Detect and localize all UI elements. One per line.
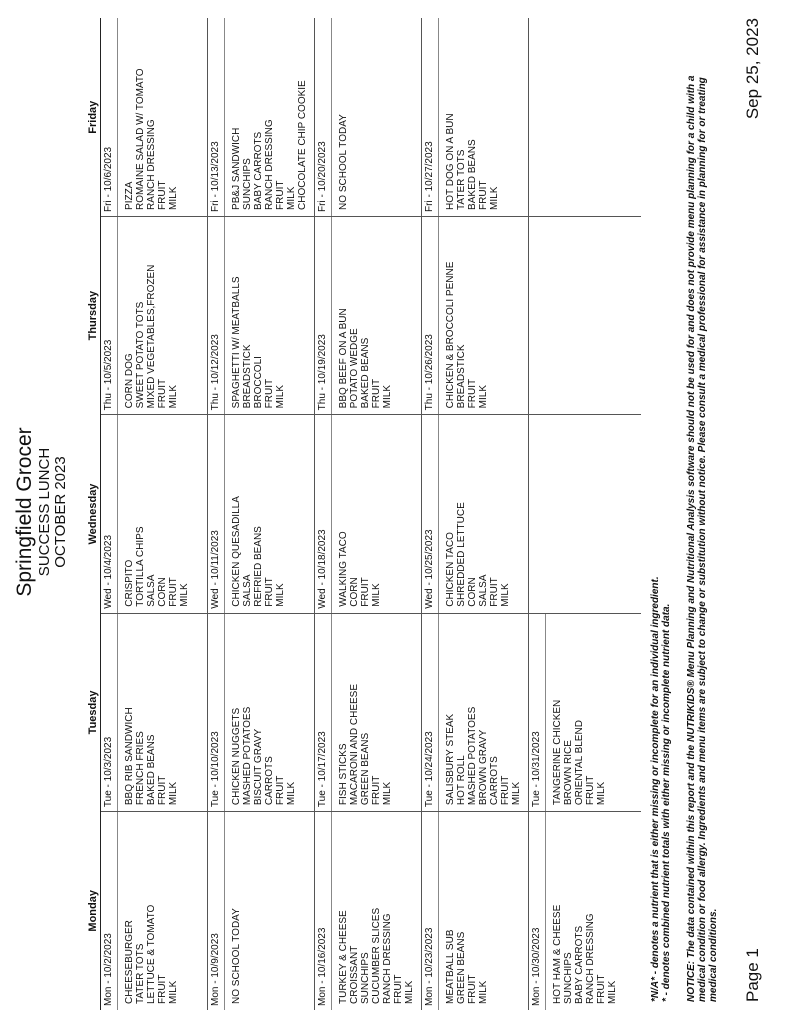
menu-item-list	[332, 415, 384, 612]
menu-item: TORTILLA CHIPS	[135, 526, 146, 607]
cell-date: Tue - 10/17/2023	[315, 614, 332, 811]
menu-item: MILK	[478, 384, 489, 409]
menu-item: TATER TOTS	[456, 149, 467, 210]
menu-item: WALKING TACO	[338, 531, 349, 607]
menu-item: SPAGHETTI W/ MEATBALLS	[231, 276, 242, 409]
menu-item: FRUIT	[264, 378, 275, 409]
footnotes	[650, 22, 719, 1002]
menu-item-list	[439, 614, 524, 811]
notice-line-2: medical condition or food allergy. Ingredients and menu items are subject to change or substitution without notice. Please consult a medical professional for assistance in planning for or treating	[697, 77, 708, 1002]
day-cell	[315, 415, 422, 613]
day-header-row	[86, 18, 101, 1010]
day-cell	[101, 415, 208, 613]
menu-item: BAKED BEANS	[146, 734, 157, 806]
day-cell	[101, 216, 208, 414]
menu-item: RANCH DRESSING	[264, 119, 275, 210]
day-header-wednesday: Wednesday	[86, 415, 101, 613]
menu-item: CARROTS	[489, 756, 500, 806]
cell-date: Mon - 10/16/2023	[315, 812, 332, 1010]
day-cell	[422, 216, 529, 414]
menu-item: TURKEY & CHEESE	[338, 910, 349, 1004]
menu-item-list	[546, 812, 620, 1010]
day-cell	[529, 812, 642, 1010]
menu-item: MILK	[286, 781, 297, 806]
menu-item: MASHED POTATOES	[242, 706, 253, 806]
day-cell	[315, 812, 422, 1010]
menu-item: CARROTS	[264, 756, 275, 806]
menu-item: CHEESEBURGER	[124, 920, 135, 1004]
menu-item: MASHED POTATOES	[467, 706, 478, 806]
day-cell	[101, 812, 208, 1010]
menu-item: FRUIT	[360, 577, 371, 607]
menu-item: MILK	[607, 980, 618, 1004]
menu-item: MILK	[500, 583, 511, 607]
day-header-monday: Monday	[86, 812, 101, 1010]
menu-item: BABY CARROTS	[574, 925, 585, 1004]
menu-item: PIZZA	[124, 181, 135, 210]
menu-item: FRENCH FRIES	[135, 731, 146, 806]
cell-date: Wed - 10/4/2023	[101, 415, 118, 612]
menu-item: HOT HAM & CHEESE	[552, 904, 563, 1004]
menu-item: MILK	[168, 186, 179, 210]
page-number: Page 1	[743, 948, 762, 1002]
menu-item: FRUIT	[157, 378, 168, 409]
menu-item: MILK	[168, 384, 179, 409]
cell-date: Mon - 10/30/2023	[529, 812, 546, 1010]
menu-item: FRUIT	[478, 180, 489, 210]
menu-item-list	[546, 614, 609, 811]
menu-item: SALISBURY STEAK	[445, 713, 456, 806]
menu-item: SHREDDED LETTUCE	[456, 502, 467, 607]
menu-item: MILK	[286, 186, 297, 210]
menu-item: BROWN RICE	[563, 740, 574, 806]
menu-item-list	[225, 217, 288, 414]
cell-date: Fri - 10/6/2023	[101, 18, 118, 216]
day-cell	[422, 812, 529, 1010]
report-date: Sep 25, 2023	[743, 18, 762, 120]
menu-item: FRUIT	[157, 974, 168, 1004]
cell-date: Wed - 10/11/2023	[208, 415, 225, 612]
menu-item: BREADSTICK	[242, 344, 253, 409]
menu-item: FRUIT	[467, 378, 478, 409]
cell-date: Tue - 10/3/2023	[101, 614, 118, 811]
menu-item-list	[118, 812, 181, 1010]
menu-item: SALSA	[478, 574, 489, 607]
day-cell	[529, 415, 642, 613]
menu-item: CORN	[157, 577, 168, 607]
day-cell	[422, 18, 529, 216]
day-cell	[422, 415, 529, 613]
menu-item: FRUIT	[371, 775, 382, 806]
day-cell	[208, 613, 315, 811]
day-cell	[208, 812, 315, 1010]
menu-item: FISH STICKS	[338, 743, 349, 806]
menu-item: ROMAINE SALAD W/ TOMATO	[135, 68, 146, 210]
star-footnote: * - denotes combined nutrient totals with either missing or incomplete nutrient data.	[661, 603, 672, 1002]
menu-item: HOT DOG ON A BUN	[445, 113, 456, 210]
menu-item: RANCH DRESSING	[585, 913, 596, 1004]
menu-item: FRUIT	[275, 180, 286, 210]
menu-item: RANCH DRESSING	[146, 119, 157, 210]
week-row	[101, 18, 208, 1010]
menu-item: BISCUIT GRAVY	[253, 728, 264, 806]
menu-item: FRUIT	[371, 378, 382, 409]
menu-item: FRUIT	[264, 577, 275, 607]
menu-item: MILK	[179, 583, 190, 607]
menu-item: TATER TOTS	[135, 943, 146, 1004]
cell-date: Thu - 10/5/2023	[101, 217, 118, 414]
menu-name: SUCCESS LUNCH	[36, 447, 53, 577]
day-cell	[315, 216, 422, 414]
na-footnote: *N/A* - denotes a nutrient that is either missing or incomplete for an individual ingredient.	[650, 576, 661, 1002]
menu-item: MILK	[275, 384, 286, 409]
menu-item: BABY CARROTS	[253, 131, 264, 210]
cell-date: Wed - 10/18/2023	[315, 415, 332, 612]
menu-item: FRUIT	[393, 974, 404, 1004]
menu-item-list	[332, 18, 351, 216]
menu-item-list	[332, 812, 417, 1010]
menu-item: BBQ BEEF ON A BUN	[338, 308, 349, 409]
menu-item: ORIENTAL BLEND	[574, 720, 585, 806]
menu-item-list	[332, 614, 395, 811]
cell-date: Mon - 10/23/2023	[422, 812, 439, 1010]
menu-item: MILK	[382, 781, 393, 806]
cell-date: Fri - 10/27/2023	[422, 18, 439, 216]
menu-item: FRUIT	[596, 974, 607, 1004]
week-row	[422, 18, 529, 1010]
menu-item: CHOCOLATE CHIP COOKIE	[297, 80, 308, 210]
menu-item: MILK	[478, 980, 489, 1004]
cell-date: Wed - 10/25/2023	[422, 415, 439, 612]
menu-item: RANCH DRESSING	[382, 913, 393, 1004]
menu-item-list	[118, 614, 181, 811]
menu-item: MILK	[371, 583, 382, 607]
day-cell	[529, 18, 642, 216]
menu-item: FRUIT	[157, 775, 168, 806]
cell-date: Thu - 10/26/2023	[422, 217, 439, 414]
menu-item-list	[225, 18, 310, 216]
cell-date: Thu - 10/19/2023	[315, 217, 332, 414]
menu-item: GREEN BEANS	[456, 931, 467, 1004]
menu-item-list	[332, 217, 395, 414]
menu-item: MILK	[382, 384, 393, 409]
menu-item: POTATO WEDGE	[349, 328, 360, 409]
cell-date: Mon - 10/9/2023	[208, 812, 225, 1010]
menu-item: FRUIT	[275, 775, 286, 806]
menu-item-list	[439, 217, 491, 414]
day-cell	[208, 216, 315, 414]
menu-item: MILK	[168, 980, 179, 1004]
menu-title-block	[14, 0, 68, 1024]
cell-date: Fri - 10/20/2023	[315, 18, 332, 216]
cell-date: Fri - 10/13/2023	[208, 18, 225, 216]
menu-item: SUNCHIPS	[242, 158, 253, 210]
cell-date: Tue - 10/24/2023	[422, 614, 439, 811]
menu-item: TANGERINE CHICKEN	[552, 699, 563, 806]
menu-item-list	[225, 415, 288, 612]
menu-item: FRUIT	[585, 775, 596, 806]
menu-item-list	[118, 217, 181, 414]
menu-item-list	[225, 614, 299, 811]
menu-calendar-table	[86, 18, 641, 1010]
menu-item: LETTUCE & TOMATO	[146, 904, 157, 1004]
menu-item: SALSA	[242, 574, 253, 607]
week-rows	[101, 18, 642, 1010]
week-row	[208, 18, 315, 1010]
menu-item: SALSA	[146, 574, 157, 607]
menu-item: SWEET POTATO TOTS	[135, 301, 146, 409]
cell-date: Mon - 10/2/2023	[101, 812, 118, 1010]
menu-item-list	[118, 18, 181, 216]
menu-item: CHICKEN & BROCCOLI PENNE	[445, 261, 456, 409]
menu-item-list	[439, 812, 491, 1010]
day-cell	[422, 613, 529, 811]
menu-item: CROISSANT	[349, 945, 360, 1004]
menu-item: BAKED BEANS	[360, 337, 371, 409]
menu-item: CRISPITO	[124, 559, 135, 607]
menu-item-list	[439, 18, 502, 216]
cell-date: Tue - 10/10/2023	[208, 614, 225, 811]
day-cell	[208, 18, 315, 216]
day-header-thursday: Thursday	[86, 216, 101, 414]
day-header-tuesday: Tuesday	[86, 613, 101, 811]
day-cell	[101, 613, 208, 811]
menu-item: NO SCHOOL TODAY	[231, 908, 242, 1004]
menu-item: CHICKEN TACO	[445, 532, 456, 607]
day-cell	[529, 216, 642, 414]
grocer-name: Springfield Grocer	[13, 427, 36, 597]
menu-item: FRUIT	[168, 577, 179, 607]
day-cell	[208, 415, 315, 613]
menu-item: MILK	[404, 980, 415, 1004]
week-row	[529, 18, 642, 1010]
notice-line-1: NOTICE: The data contained within this report and the NUTRIKIDS® Menu Planning and Nutritional Analysis software should not be used for and does not provide menu planning for a child with a	[686, 75, 697, 1002]
menu-item: CORN	[467, 577, 478, 607]
menu-item: CORN DOG	[124, 353, 135, 409]
notice-line-3: medical conditions.	[708, 908, 719, 1002]
menu-item: BROWN GRAVY	[478, 729, 489, 806]
menu-item: SUNCHIPS	[563, 952, 574, 1004]
menu-item: FRUIT	[500, 775, 511, 806]
menu-item: CUCUMBER SLICES	[371, 907, 382, 1004]
menu-item: MIXED VEGETABLES,FROZEN	[146, 264, 157, 409]
menu-item: FRUIT	[489, 577, 500, 607]
day-cell	[315, 613, 422, 811]
day-header-friday: Friday	[86, 18, 101, 216]
cell-date: Tue - 10/31/2023	[529, 614, 546, 811]
menu-item-list	[439, 415, 513, 612]
menu-item: BROCCOLI	[253, 356, 264, 409]
week-row	[315, 18, 422, 1010]
menu-item: FRUIT	[157, 180, 168, 210]
menu-item: CHICKEN NUGGETS	[231, 707, 242, 806]
cell-date: Thu - 10/12/2023	[208, 217, 225, 414]
menu-item: CHICKEN QUESADILLA	[231, 496, 242, 607]
menu-item: BBQ RIB SANDWICH	[124, 707, 135, 806]
menu-item: HOT ROLL	[456, 755, 467, 806]
menu-item: FRUIT	[467, 974, 478, 1004]
day-cell	[529, 613, 642, 811]
menu-item: SUNCHIPS	[360, 952, 371, 1004]
menu-item: MILK	[168, 781, 179, 806]
menu-item: GREEN BEANS	[360, 732, 371, 806]
menu-item: REFRIED BEANS	[253, 526, 264, 607]
menu-item: MILK	[489, 186, 500, 210]
day-cell	[101, 18, 208, 216]
menu-item-list	[118, 415, 192, 612]
menu-item: MEATBALL SUB	[445, 929, 456, 1004]
menu-item: BAKED BEANS	[467, 139, 478, 210]
menu-month: OCTOBER 2023	[52, 456, 69, 568]
menu-item: BREADSTICK	[456, 344, 467, 409]
day-cell	[315, 18, 422, 216]
menu-item: MILK	[275, 583, 286, 607]
menu-item: PB&J SANDWICH	[231, 127, 242, 210]
menu-item: MILK	[511, 781, 522, 806]
menu-item: MILK	[596, 781, 607, 806]
menu-item: CORN	[349, 577, 360, 607]
menu-item-list	[225, 812, 244, 1010]
menu-item: NO SCHOOL TODAY	[338, 114, 349, 210]
menu-item: MACARONI AND CHEESE	[349, 683, 360, 806]
